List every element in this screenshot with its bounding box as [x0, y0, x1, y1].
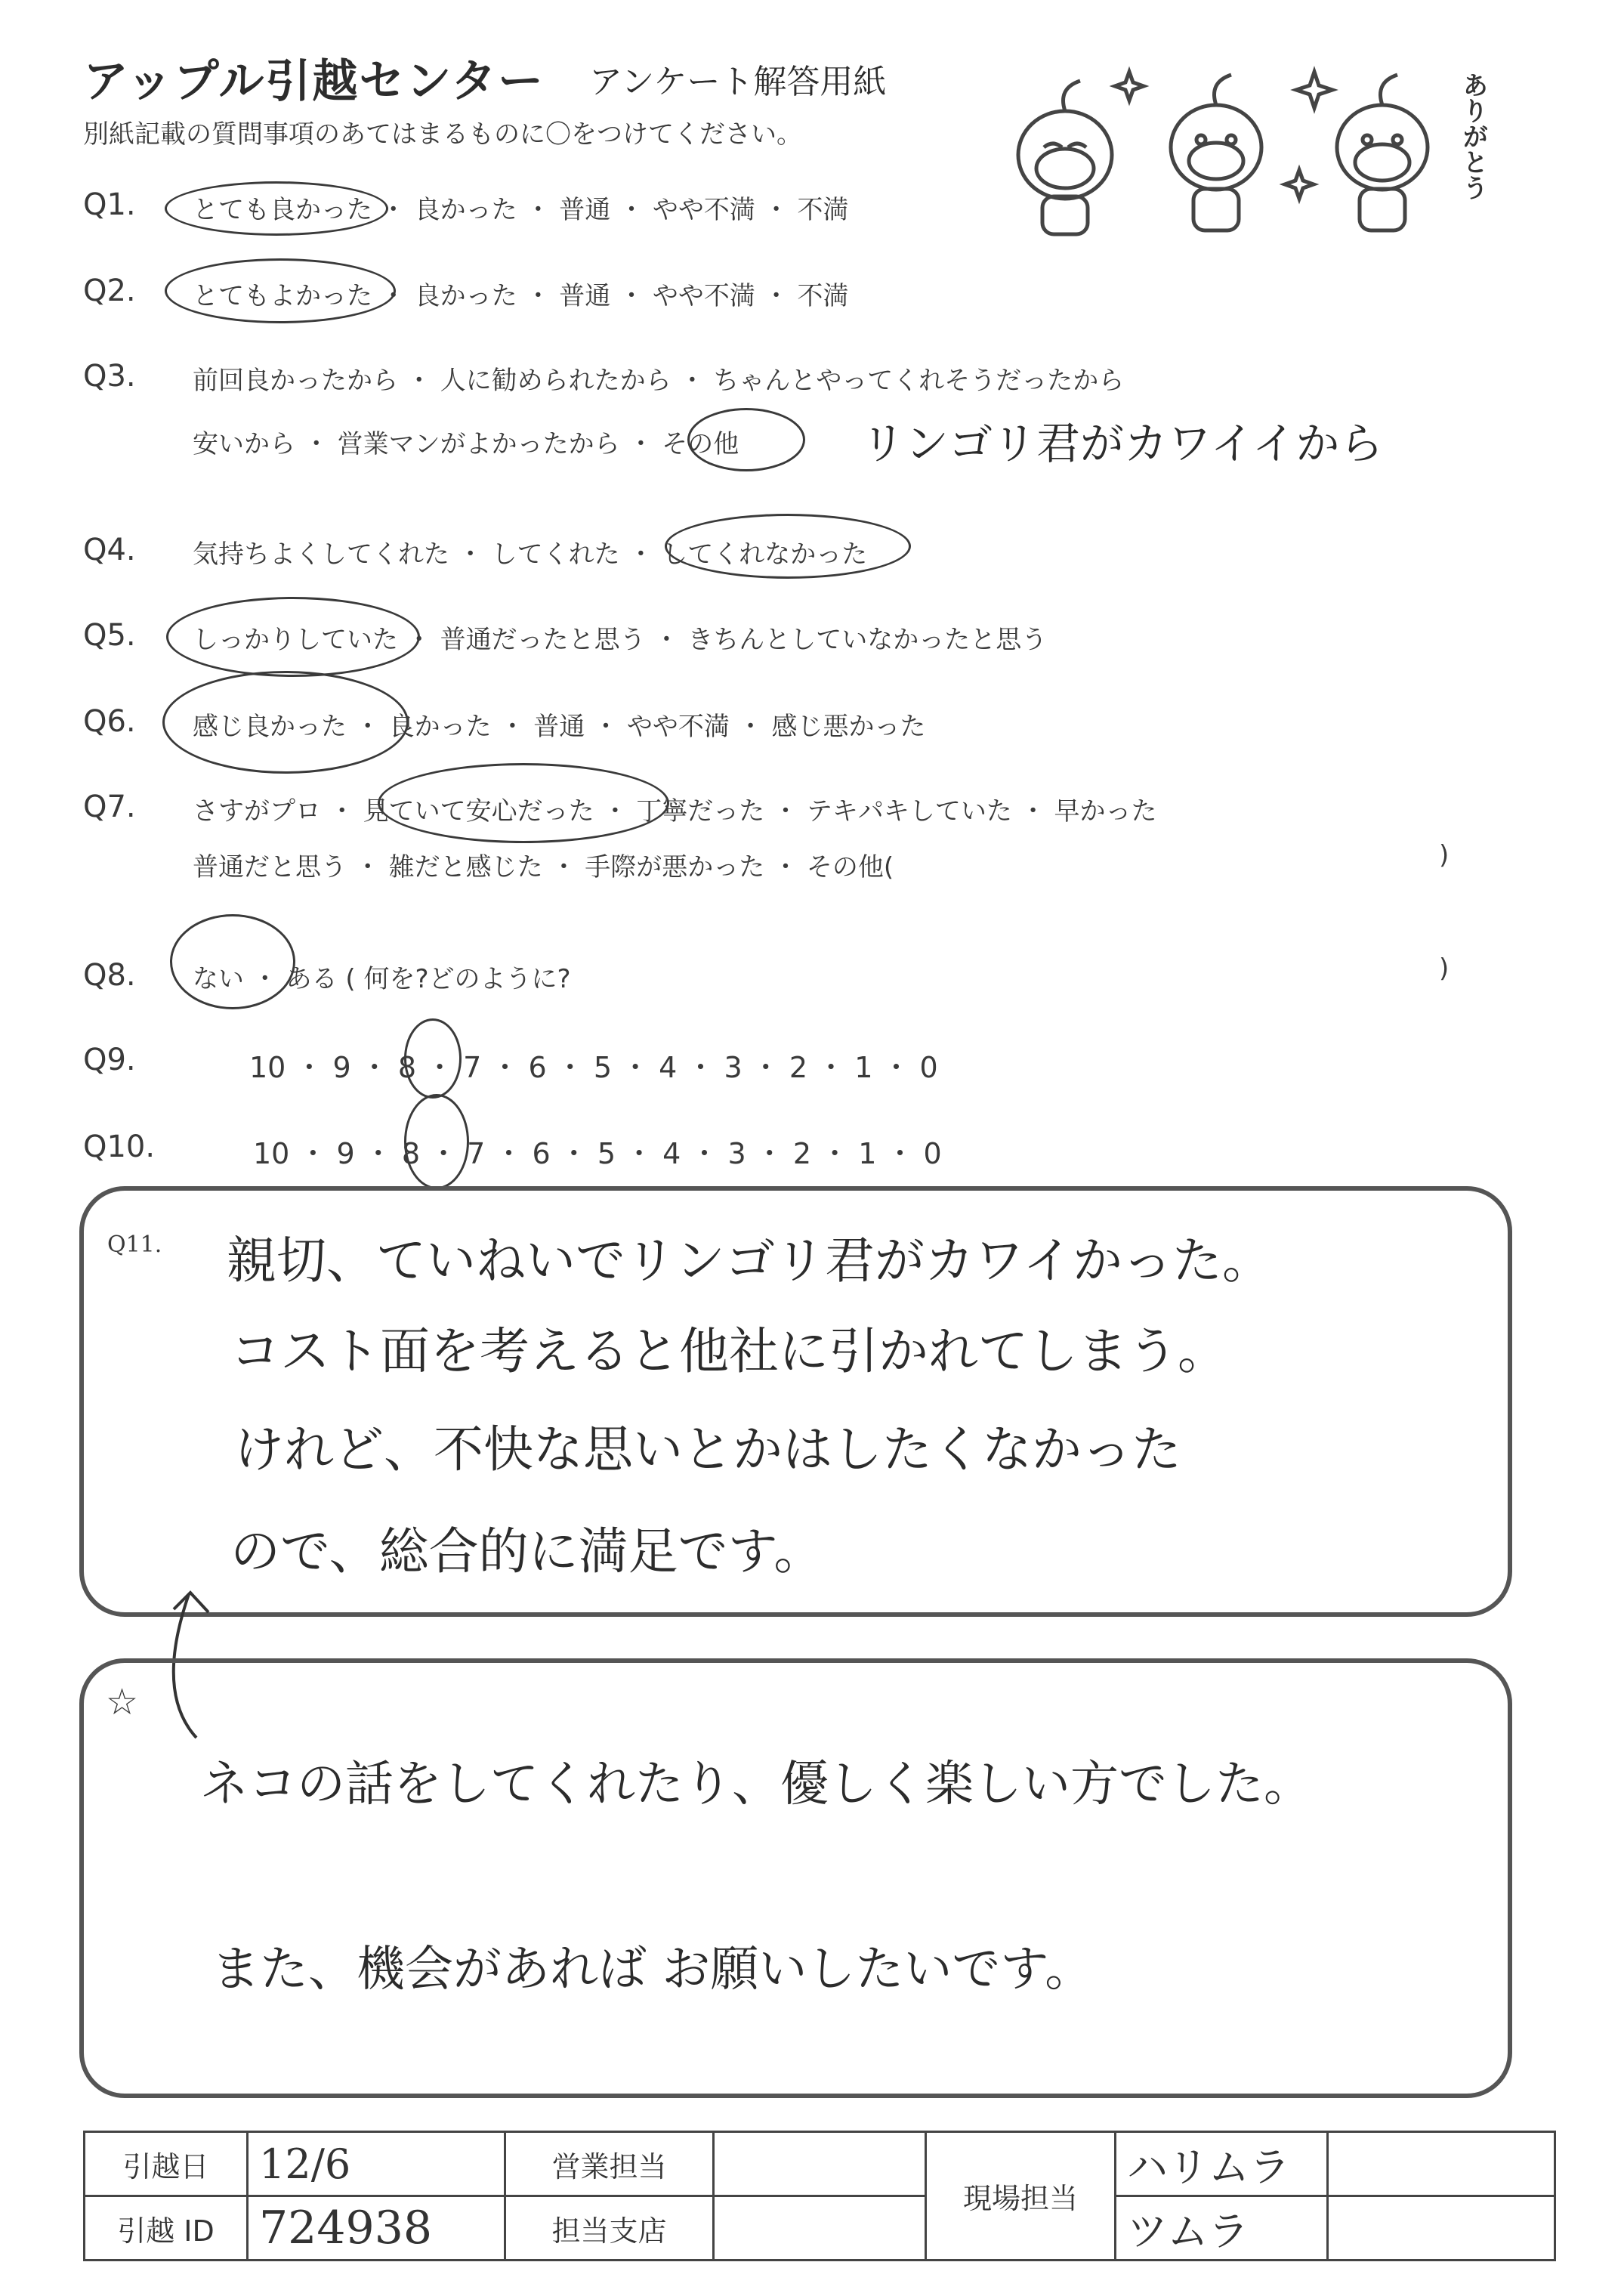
q2-label: Q2. [83, 273, 136, 308]
q6-answer-circle [162, 671, 409, 774]
q5-answer-circle [166, 597, 420, 677]
move-date-label: 引越日 [85, 2132, 248, 2196]
q1-options: とても良かった ・ 良かった ・ 普通 ・ やや不満 ・ 不満 [193, 195, 849, 225]
branch-label: 担当支店 [505, 2196, 714, 2261]
form-subtitle: アンケート解答用紙 [589, 63, 887, 101]
q11-line-1: 親切、ていねいでリンゴリ君がカワイかった。 [227, 1231, 1273, 1290]
q4-options: 気持ちよくしてくれた ・ してくれた ・ してくれなかった [193, 539, 868, 570]
mascot-thanks-text: ありがとう [1458, 72, 1488, 200]
star-line-1: ネコの話をしてくれたり、優しく楽しい方でした。 [200, 1757, 1312, 1812]
move-id-value: 724938 [248, 2196, 505, 2261]
site-rep-value-1: ハリムラ [1116, 2132, 1328, 2196]
q3-options-line2: 安いから ・ 営業マンがよかったから ・ その他 [193, 429, 739, 459]
move-id-label: 引越 ID [85, 2196, 248, 2261]
q9-label: Q9. [83, 1043, 136, 1077]
q11-label: Q11. [107, 1231, 162, 1258]
q3-answer-circle [687, 408, 805, 471]
q3-options-line1: 前回良かったから ・ 人に勧められたから ・ ちゃんとやってくれそうだったから [193, 366, 1125, 396]
q7-answer-circle [378, 763, 669, 843]
q1-answer-circle [165, 181, 388, 236]
q8-label: Q8. [83, 958, 136, 993]
q3-handwritten-answer: リンゴリ君がカワイイから [861, 418, 1384, 469]
q10-label: Q10. [83, 1130, 156, 1164]
q11-line-2: コスト面を考えると他社に引かれてしまう。 [230, 1322, 1227, 1380]
q7-close-paren: ) [1439, 840, 1450, 870]
star-icon: ☆ [106, 1681, 139, 1723]
mascot-illustration [990, 42, 1533, 238]
form-title: アップル引越センター [83, 55, 545, 108]
q4-answer-circle [665, 514, 911, 579]
q5-options: しっかりしていた ・ 普通だったと思う ・ きちんとしていなかったと思う [193, 625, 1048, 655]
star-comment-box [79, 1658, 1512, 2098]
q10-answer-circle [404, 1094, 469, 1189]
q9-scale: 10 ・ 9 ・ 8 ・ 7 ・ 6 ・ 5 ・ 4 ・ 3 ・ 2 ・ 1 ・ 0 [249, 1051, 938, 1084]
sales-rep-value [714, 2132, 926, 2196]
q3-label: Q3. [83, 359, 136, 394]
info-table [83, 2131, 1556, 2261]
star-line-2: また、機会があれば お願いしたいです。 [211, 1942, 1094, 1998]
sales-rep-label: 営業担当 [505, 2132, 714, 2196]
q7-options-line2: 普通だと思う ・ 雑だと感じた ・ 手際が悪かった ・ その他( [193, 852, 894, 882]
site-rep-label: 現場担当 [926, 2132, 1116, 2261]
q11-line-4: ので、総合的に満足です。 [230, 1522, 824, 1581]
q2-options: とてもよかった ・ 良かった ・ 普通 ・ やや不満 ・ 不満 [193, 281, 849, 311]
move-date-value: 12/6 [248, 2132, 505, 2196]
q4-label: Q4. [83, 533, 136, 567]
instruction-text: 別紙記載の質問事項のあてはまるものに〇をつけてください。 [83, 119, 802, 150]
q9-answer-circle [404, 1018, 462, 1099]
q7-options-line1: さすがプロ ・ 見ていて安心だった ・ 丁寧だった ・ テキパキしていた ・ 早かった [193, 796, 1157, 827]
site-rep-extra-1 [1328, 2132, 1555, 2196]
q11-line-3: けれど、不快な思いとかはしたくなかった [234, 1420, 1181, 1479]
q6-label: Q6. [83, 704, 136, 739]
q8-options: ない ・ ある ( 何を?どのように? [193, 964, 571, 994]
q2-answer-circle [165, 258, 396, 323]
q8-close-paren: ) [1439, 953, 1450, 984]
site-rep-extra-2 [1328, 2196, 1555, 2261]
branch-value [714, 2196, 926, 2261]
q1-label: Q1. [83, 187, 136, 222]
q6-options: 感じ良かった ・ 良かった ・ 普通 ・ やや不満 ・ 感じ悪かった [193, 712, 926, 742]
q7-label: Q7. [83, 790, 136, 824]
q10-scale: 10 ・ 9 ・ 8 ・ 7 ・ 6 ・ 5 ・ 4 ・ 3 ・ 2 ・ 1 ・ 0 [253, 1137, 942, 1170]
site-rep-value-2: ツムラ [1116, 2196, 1328, 2261]
q8-answer-circle [170, 914, 295, 1009]
q5-label: Q5. [83, 618, 136, 653]
